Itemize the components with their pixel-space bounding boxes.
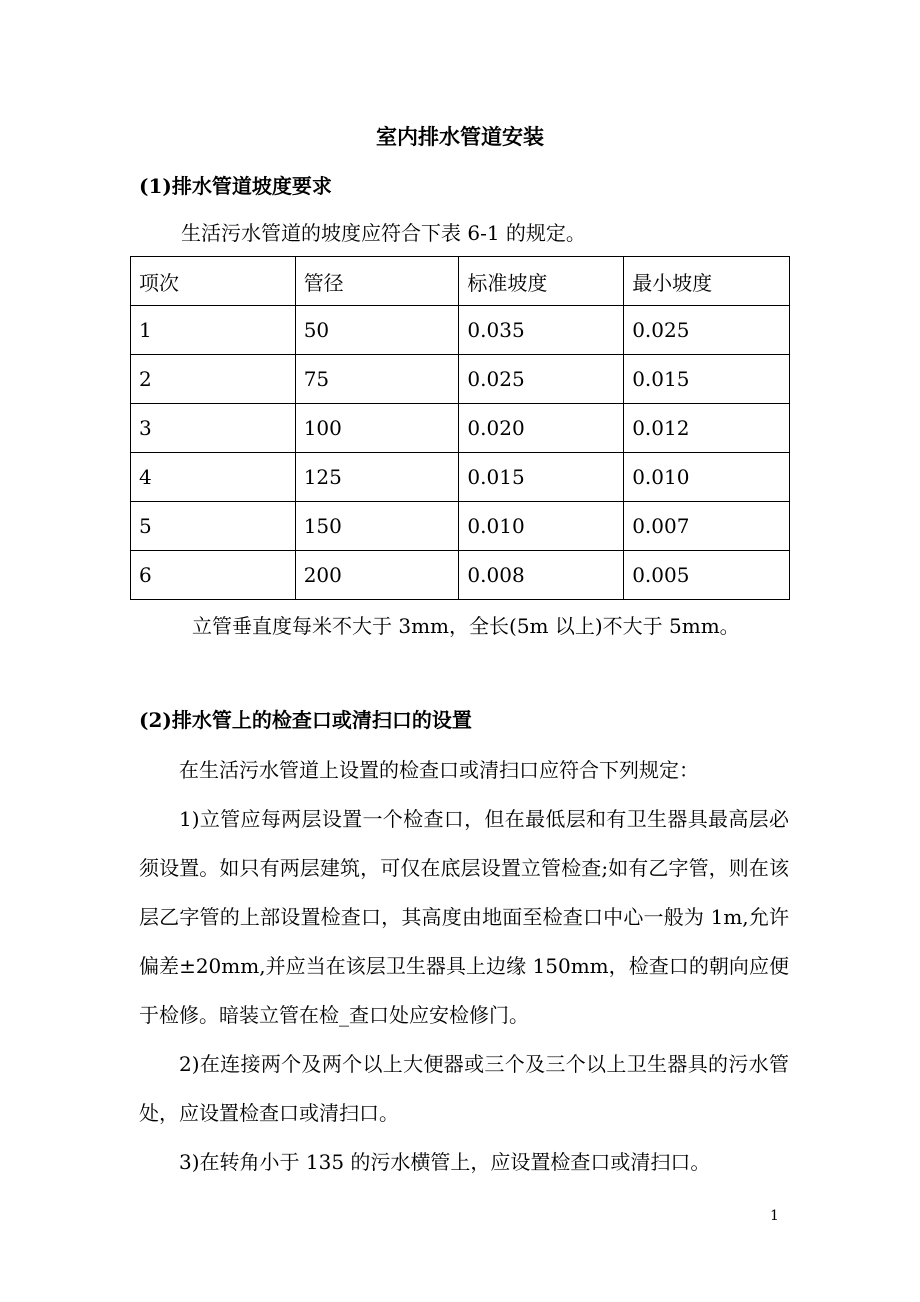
table-cell: 0.035: [459, 306, 624, 355]
table-cell: 0.010: [459, 502, 624, 551]
section-1-heading: (1)排水管道坡度要求: [139, 174, 332, 198]
table-cell: 0.025: [459, 355, 624, 404]
table-cell: 0.020: [459, 404, 624, 453]
slope-table: [130, 256, 790, 600]
section-2-intro: 在生活污水管道上设置的检查口或清扫口应符合下列规定：: [179, 758, 699, 782]
rule-item-2: 2)在连接两个及两个以上大便器或三个及三个以上卫生器具的污水管处，应设置检查口或清扫口。: [139, 1052, 789, 1125]
table-cell: 4: [131, 453, 296, 502]
page-number: 1: [770, 1208, 779, 1224]
verticality-note: 立管垂直度每米不大于 3mm，全长(5m 以上)不大于 5mm。: [192, 614, 740, 638]
table-row: [131, 502, 790, 551]
section-2-body: [139, 746, 789, 1187]
table-cell: 0.005: [624, 551, 790, 600]
table-cell: 1: [131, 306, 296, 355]
table-cell: 0.015: [624, 355, 790, 404]
table-cell: 75: [295, 355, 459, 404]
table-cell: 0.008: [459, 551, 624, 600]
table-header-cell: 最小坡度: [624, 257, 790, 306]
section-2-heading: (2)排水管上的检查口或清扫口的设置: [139, 708, 472, 732]
section-1-intro: 生活污水管道的坡度应符合下表 6-1 的规定。: [181, 221, 586, 245]
table-cell: 2: [131, 355, 296, 404]
table-row: [131, 306, 790, 355]
table-header-cell: 管径: [295, 257, 459, 306]
table-cell: 50: [295, 306, 459, 355]
table-cell: 0.025: [624, 306, 790, 355]
table-cell: 5: [131, 502, 296, 551]
table-header-cell: 标准坡度: [459, 257, 624, 306]
table-cell: 100: [295, 404, 459, 453]
table-cell: 0.010: [624, 453, 790, 502]
table-cell: 6: [131, 551, 296, 600]
table-row: [131, 404, 790, 453]
table-row: [131, 355, 790, 404]
table-cell: 125: [295, 453, 459, 502]
table-header-row: [131, 257, 790, 306]
table-header-cell: 项次: [131, 257, 296, 306]
table-cell: 150: [295, 502, 459, 551]
table-row: [131, 551, 790, 600]
table-cell: 0.012: [624, 404, 790, 453]
rule-item-1: 1)立管应每两层设置一个检查口，但在最低层和有卫生器具最高层必须设置。如只有两层建筑，可仅在底层设置立管检查;如有乙字管，则在该层乙字管的上部设置检查口，其高度由地面至检查口中心一般为 1m,允许偏差±20mm,并应当在该层卫生器具上边缘 150mm，检查口的朝向应便于检修。暗装立管在检_查口处应安检修门。: [139, 807, 789, 1027]
table-row: [131, 453, 790, 502]
table-cell: 0.015: [459, 453, 624, 502]
table-cell: 0.007: [624, 502, 790, 551]
table-cell: 3: [131, 404, 296, 453]
document-title: 室内排水管道安装: [376, 124, 544, 149]
rule-item-3: 3)在转角小于 135 的污水横管上，应设置检查口或清扫口。: [179, 1150, 711, 1174]
table-cell: 200: [295, 551, 459, 600]
